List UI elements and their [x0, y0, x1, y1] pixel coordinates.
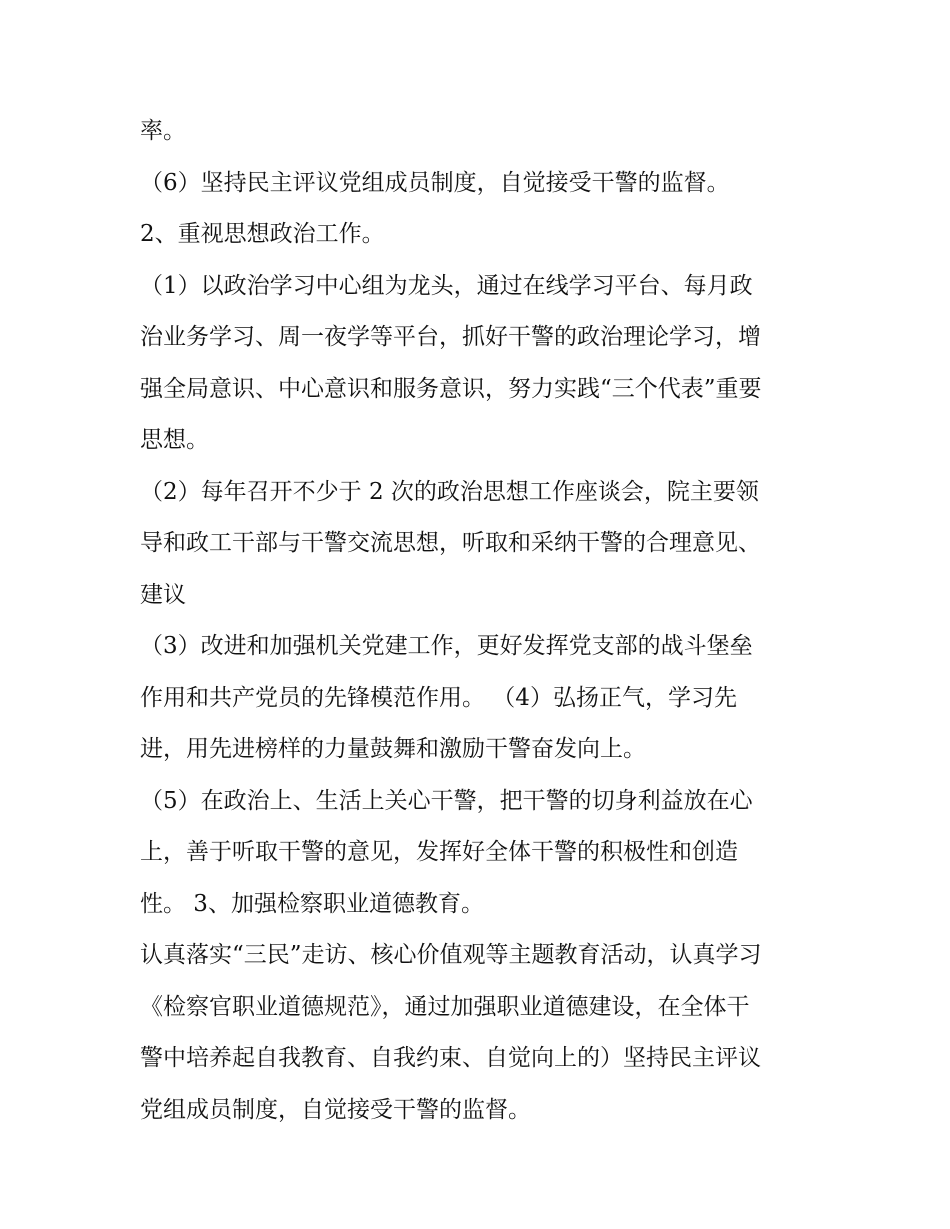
text-line: （2）每年召开不少于 2 次的政治思想工作座谈会，院主要领	[140, 478, 759, 505]
text-line: 认真落实“三民”走访、核心价值观等主题教育活动，认真学习	[140, 942, 762, 968]
text-line: 导和政工干部与干警交流思想，听取和采纳干警的合理意见、	[140, 530, 761, 556]
text-line: 《检察官职业道德规范》，通过加强职业道德建设，在全体干	[140, 993, 750, 1020]
text-line: （1）以政治学习中心组为龙头，通过在线学习平台、每月政	[140, 272, 753, 299]
text-line: 警中培养起自我教育、自我约束、自觉向上的）坚持民主评议	[140, 1045, 761, 1071]
document-body	[140, 106, 820, 1136]
text-line: （3）改进和加强机关党建工作，更好发挥党支部的战斗堡垒	[140, 633, 753, 659]
text-line: （6）坚持民主评议党组成员制度，自觉接受干警的监督。	[140, 169, 730, 196]
text-line: 治业务学习、周一夜学等平台，抓好干警的政治理论学习，增	[140, 324, 761, 350]
text-line: （5）在政治上、生活上关心干警，把干警的切身利益放在心	[140, 787, 753, 814]
text-line: 作用和共产党员的先锋模范作用。 （4）弘扬正气，学习先	[140, 684, 737, 711]
text-line: 2、重视思想政治工作。	[140, 221, 385, 247]
text-line: 进，用先进榜样的力量鼓舞和激励干警奋发向上。	[140, 736, 646, 762]
text-line: 强全局意识、中心意识和服务意识，努力实践“三个代表”重要	[140, 375, 762, 402]
text-line: 上，善于听取干警的意见，发挥好全体干警的积极性和创造	[140, 839, 738, 865]
text-line: 性。 3、加强检察职业道德教育。	[140, 890, 484, 917]
text-line: 党组成员制度，自觉接受干警的监督。	[140, 1096, 531, 1123]
text-line: 率。	[140, 118, 186, 144]
text-line: 建议	[140, 581, 186, 608]
text-line: 思想。	[140, 427, 209, 453]
